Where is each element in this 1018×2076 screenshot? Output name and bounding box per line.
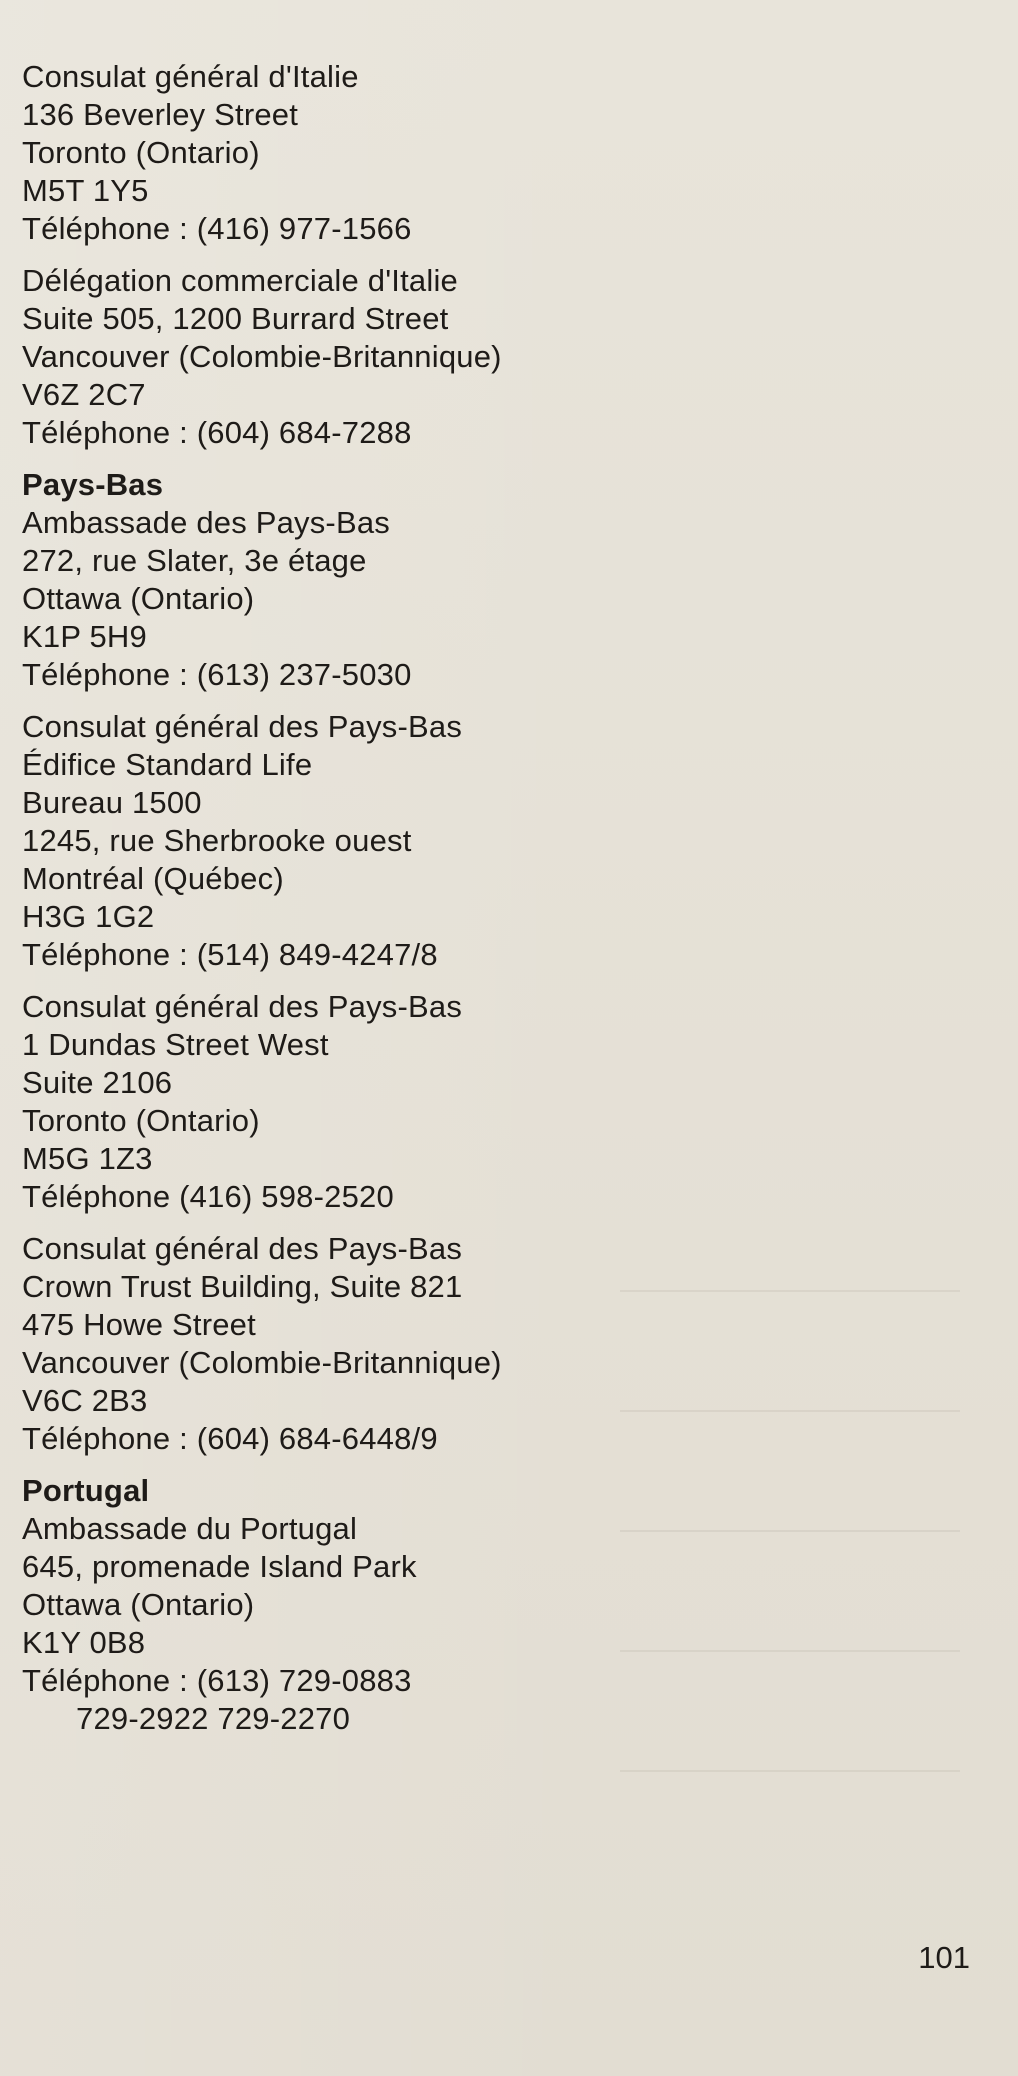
address-entry [22, 58, 582, 248]
entry-line: Vancouver (Colombie-Britannique) [22, 339, 502, 374]
entry-line: M5G 1Z3 [22, 1141, 153, 1176]
entry-line: Téléphone : (613) 729-0883 [22, 1663, 412, 1698]
entry-line: Crown Trust Building, Suite 821 [22, 1269, 463, 1304]
entry-line: K1P 5H9 [22, 619, 147, 654]
entry-line: Consulat général des Pays-Bas [22, 709, 463, 744]
entry-line: 645, promenade Island Park [22, 1549, 417, 1584]
entry-line: Ambassade du Portugal [22, 1511, 358, 1546]
entry-line-continuation: 729-2922 729-2270 [76, 1701, 351, 1736]
bleed-through-rule [620, 1530, 960, 1532]
address-entry [22, 988, 582, 1216]
bleed-through-rule [620, 1770, 960, 1772]
bleed-through-rule [620, 1650, 960, 1652]
entry-line: Toronto (Ontario) [22, 1103, 260, 1138]
entry-line: 1 Dundas Street West [22, 1027, 329, 1062]
address-entry [22, 262, 582, 452]
entry-line: Suite 505, 1200 Burrard Street [22, 301, 449, 336]
entry-line: Délégation commerciale d'Italie [22, 263, 458, 298]
address-entry [22, 504, 582, 694]
entry-line: Téléphone (416) 598-2520 [22, 1179, 394, 1214]
entry-line: Consulat général des Pays-Bas [22, 989, 463, 1024]
section-heading: Pays-Bas [22, 467, 164, 502]
address-entry [22, 1510, 582, 1738]
directory-listing [22, 58, 582, 1752]
entry-line: Montréal (Québec) [22, 861, 284, 896]
page-number: 101 [918, 1940, 970, 1975]
entry-line: Vancouver (Colombie-Britannique) [22, 1345, 502, 1380]
entry-line: Bureau 1500 [22, 785, 202, 820]
entry-line: Édifice Standard Life [22, 747, 313, 782]
section-italy-continued [22, 58, 582, 452]
bleed-through-rule [620, 1290, 960, 1292]
section-heading: Portugal [22, 1473, 150, 1508]
entry-line: H3G 1G2 [22, 899, 155, 934]
address-entry [22, 708, 582, 974]
entry-line: Consulat général des Pays-Bas [22, 1231, 463, 1266]
entry-line: Téléphone : (604) 684-7288 [22, 415, 412, 450]
entry-line: Téléphone : (613) 237-5030 [22, 657, 412, 692]
entry-line: V6C 2B3 [22, 1383, 148, 1418]
bleed-through-rule [620, 1410, 960, 1412]
entry-line: Ambassade des Pays-Bas [22, 505, 390, 540]
entry-line: Suite 2106 [22, 1065, 173, 1100]
entry-line: 1245, rue Sherbrooke ouest [22, 823, 412, 858]
entry-line: 272, rue Slater, 3e étage [22, 543, 367, 578]
entry-line: Téléphone : (604) 684-6448/9 [22, 1421, 438, 1456]
entry-line: M5T 1Y5 [22, 173, 149, 208]
section-portugal [22, 1472, 582, 1738]
entry-line: Téléphone : (416) 977-1566 [22, 211, 412, 246]
entry-line: V6Z 2C7 [22, 377, 146, 412]
entry-line: Ottawa (Ontario) [22, 581, 255, 616]
entry-line: 475 Howe Street [22, 1307, 256, 1342]
entry-line: Toronto (Ontario) [22, 135, 260, 170]
entry-line: Téléphone : (514) 849-4247/8 [22, 937, 438, 972]
entry-line: 136 Beverley Street [22, 97, 299, 132]
address-entry [22, 1230, 582, 1458]
entry-line: K1Y 0B8 [22, 1625, 146, 1660]
entry-line: Ottawa (Ontario) [22, 1587, 255, 1622]
section-pays-bas [22, 466, 582, 1458]
entry-line: Consulat général d'Italie [22, 59, 359, 94]
